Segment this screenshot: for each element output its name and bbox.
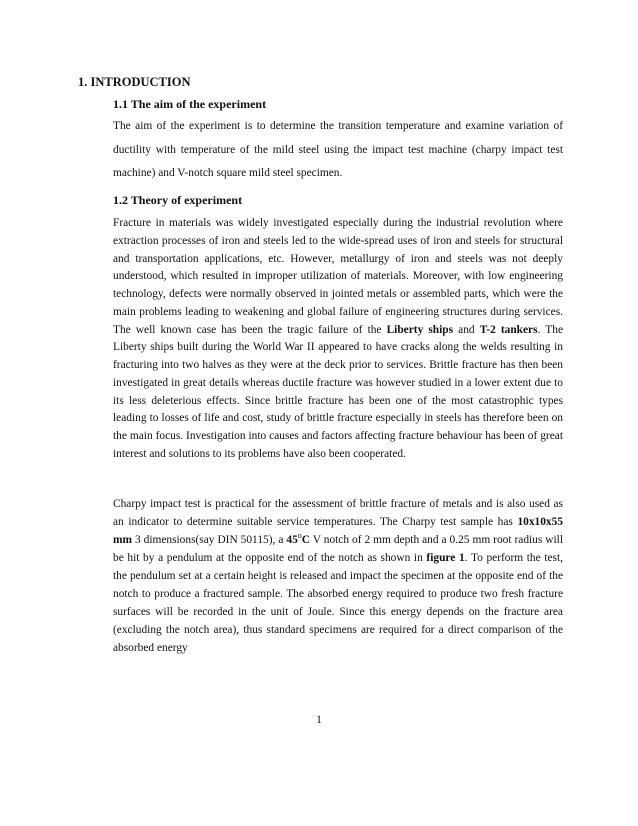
- aim-paragraph: The aim of the experiment is to determine the transition temperature and examine variation of ductility with temperature of the mild steel using the impact test machine (charpy impact test machine) and V-notch square mild steel specimen.: [113, 120, 563, 179]
- section-aim-body: [113, 115, 563, 186]
- section-theory-title: [113, 193, 563, 208]
- bold-term: T-2 tankers: [479, 323, 538, 336]
- bold-term: C: [301, 534, 310, 546]
- chapter-heading: 1. INTRODUCTION: [78, 75, 191, 89]
- text-run: . To perform the test, the pendulum set at a certain height is released and impact the specimen at the opposite end of the notch to produce a fractured sample. The absorbed energy required to produce two fresh fracture surfaces will be recorded in the unit of Joule. Since this energy depends on the fracture area (excluding the notch area), thus standard specimens are required for a direct comparison of the absorbed energy: [113, 552, 563, 654]
- text-run: Fracture in materials was widely investigated especially during the industrial revolution where extraction processes of iron and steels led to the wide-spread uses of iron and steels for structural and transportation applications, etc. However, metallurgy of iron and steels was not deeply understood, which resulted in improper utilization of materials. Moreover, with low engineering technology, defects were normally observed in jointed metals or assembled parts, which were the main problems leading to weakening and global failure of engineering structures during services. The well known case has been the tragic failure of the: [113, 217, 563, 336]
- page-number: 1: [316, 714, 322, 726]
- text-run: V notch of 2 mm depth and a 0.25 mm root radius will be hit by a pendulum at the opposite end of the notch as shown in: [113, 534, 563, 564]
- text-run: Charpy impact test is practical for the assessment of brittle fracture of metals and is also used as an indicator to determine suitable service temperatures. The Charpy test sample has: [113, 498, 563, 528]
- figure-reference: figure 1: [426, 552, 465, 564]
- theory-paragraph-1: [113, 215, 563, 464]
- bold-term: Liberty ships: [386, 323, 454, 336]
- text-run: and: [453, 323, 480, 336]
- section-aim-title: [113, 97, 563, 112]
- section-title: 1.1 The aim of the experiment: [113, 97, 267, 111]
- degree-superscript: o: [297, 531, 302, 541]
- text-run: . The Liberty ships built during the World War II appeared to have cracks along the welds resulting in fracturing into two halves as they were at the deck prior to services. Brittle fracture has then been investigated in great details whereas ductile fracture was however studied in a lower extent due to its less deleterious effects. Since brittle fracture has been one of the most catastrophic types leading to losses of life and cost, study of brittle fracture especially in steels has therefore been on the main focus. Investigation into causes and factors affecting fracture behaviour has been of great interest and solutions to its problems have also been cooperated.: [113, 323, 564, 460]
- section-title: 1.2 Theory of experiment: [113, 193, 243, 207]
- text-run: 3 dimensions(say DIN 50115), a: [131, 534, 287, 546]
- theory-paragraph-2: [113, 495, 563, 657]
- bold-term: 45: [286, 534, 298, 546]
- bold-term: 10x10x55 mm: [113, 516, 563, 546]
